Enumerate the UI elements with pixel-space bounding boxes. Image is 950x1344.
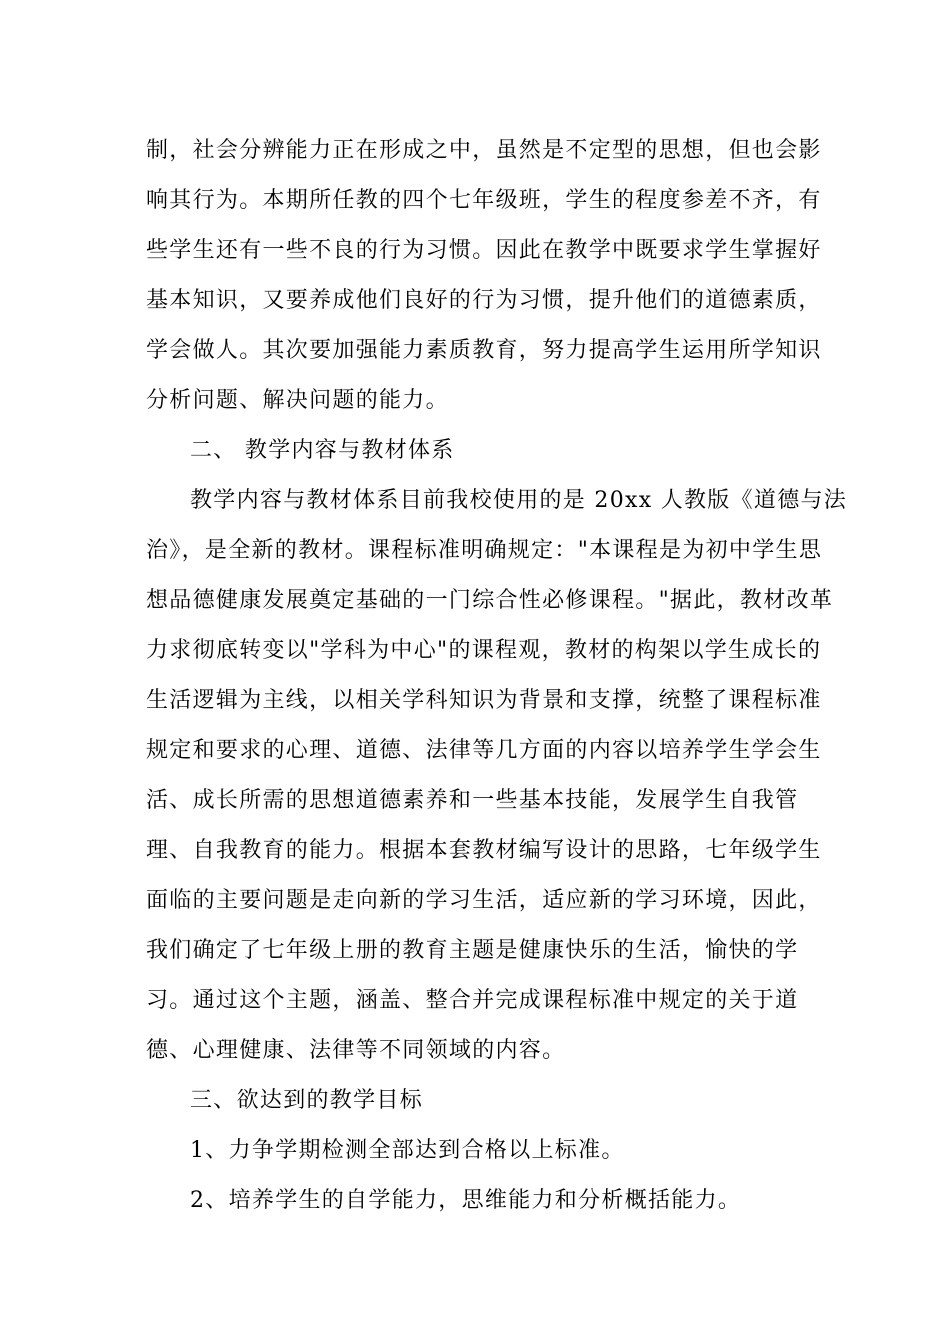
list-item: 1、力争学期检测全部达到合格以上标准。 (190, 1138, 625, 1163)
paragraph-line: 生活逻辑为主线，以相关学科知识为背景和支撑，统整了课程标准 (146, 688, 822, 713)
section-heading: 二、 教学内容与教材体系 (190, 438, 455, 463)
paragraph-line: 力求彻底转变以"学科为中心"的课程观，教材的构架以学生成长的 (146, 638, 822, 663)
paragraph-line: 学会做人。其次要加强能力素质教育，努力提高学生运用所学知识 (146, 338, 822, 363)
paragraph-line: 我们确定了七年级上册的教育主题是健康快乐的生活，愉快的学 (146, 938, 799, 963)
paragraph-line: 制，社会分辨能力正在形成之中，虽然是不定型的思想，但也会影 (146, 138, 822, 163)
list-item: 2、培养学生的自学能力，思维能力和分析概括能力。 (190, 1188, 742, 1213)
paragraph-line: 响其行为。本期所任教的四个七年级班，学生的程度参差不齐，有 (146, 188, 822, 213)
paragraph-line: 想品德健康发展奠定基础的一门综合性必修课程。"据此，教材改革 (146, 588, 834, 613)
paragraph-line: 些学生还有一些不良的行为习惯。因此在教学中既要求学生掌握好 (146, 238, 822, 263)
paragraph-line: 德、心理健康、法律等不同领域的内容。 (146, 1038, 566, 1063)
paragraph-line: 治》，是全新的教材。课程标准明确规定："本课程是为初中学生思 (146, 538, 823, 563)
paragraph-line: 活、成长所需的思想道德素养和一些基本技能，发展学生自我管 (146, 788, 799, 813)
paragraph-line: 理、自我教育的能力。根据本套教材编写设计的思路，七年级学生 (146, 838, 822, 863)
paragraph-line: 面临的主要问题是走向新的学习生活，适应新的学习环境，因此， (146, 888, 822, 913)
paragraph-line: 规定和要求的心理、道德、法律等几方面的内容以培养学生学会生 (146, 738, 822, 763)
section-heading: 三、欲达到的教学目标 (190, 1088, 424, 1113)
paragraph-line: 分析问题、解决问题的能力。 (146, 388, 449, 413)
paragraph-line: 教学内容与教材体系目前我校使用的是 20xx 人教版《道德与法 (190, 488, 848, 513)
paragraph-line: 基本知识，又要养成他们良好的行为习惯，提升他们的道德素质， (146, 288, 822, 313)
paragraph-line: 习。通过这个主题，涵盖、整合并完成课程标准中规定的关于道 (146, 988, 799, 1013)
